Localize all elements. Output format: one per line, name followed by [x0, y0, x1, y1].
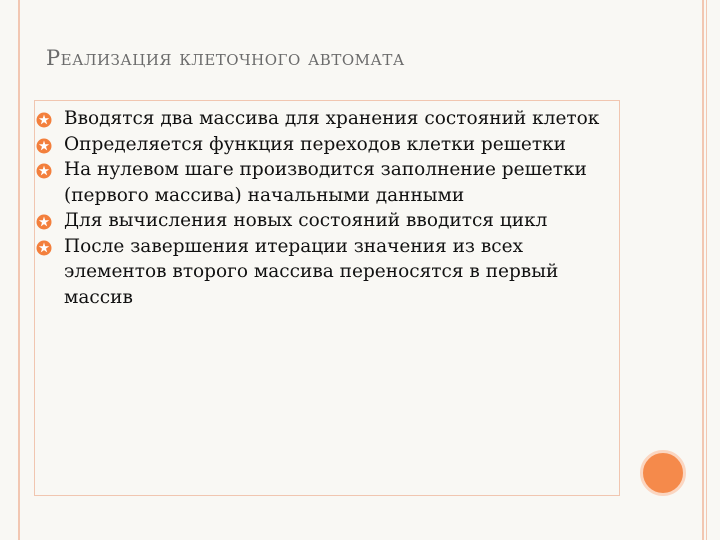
bullet-item — [36, 157, 616, 208]
star-flower-icon — [36, 240, 52, 256]
slide-title-text: Реализация клеточного автомата — [46, 46, 405, 70]
right-decorative-rule — [702, 0, 704, 540]
bullet-list — [36, 106, 616, 310]
decorative-circle — [640, 450, 686, 496]
left-decorative-rule — [18, 0, 20, 540]
bullet-item — [36, 234, 616, 311]
bullet-text: Определяется функция переходов клетки решетки — [64, 133, 566, 155]
bullet-item — [36, 208, 616, 234]
bullet-item — [36, 106, 616, 132]
star-flower-icon — [36, 112, 52, 128]
star-flower-icon — [36, 214, 52, 230]
star-flower-icon — [36, 163, 52, 179]
bullet-text: После завершения итерации значения из всех элементов второго массива переносятся в первый массив — [64, 235, 559, 308]
bullet-text: Вводятся два массива для хранения состояний клеток — [64, 108, 600, 129]
star-flower-icon — [36, 138, 52, 154]
slide-title — [46, 46, 405, 70]
bullet-text: На нулевом шаге производится заполнение решетки (первого массива) начальными данными — [64, 159, 587, 206]
bullet-text: Для вычисления новых состояний вводится цикл — [64, 210, 548, 231]
bullet-item — [36, 132, 616, 158]
right-decorative-rule-thin — [706, 0, 707, 540]
